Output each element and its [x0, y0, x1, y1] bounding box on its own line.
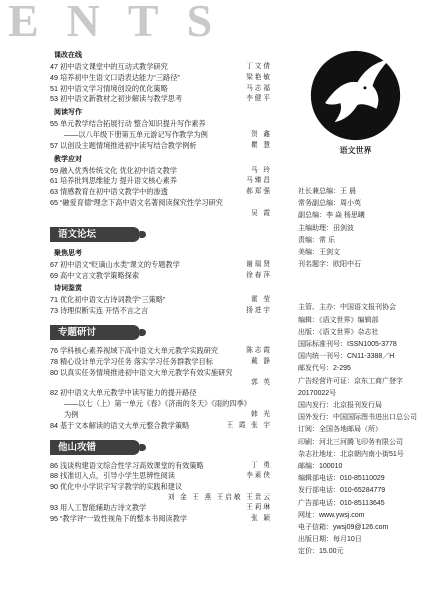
category-banner: 语文论坛 [50, 227, 140, 242]
article-title: 84 基于文本解读的语文大单元整合教学策略 [50, 420, 190, 430]
article-entry [50, 410, 272, 421]
article-author: 马 玲 [251, 166, 272, 174]
info-line: 广告经营许可证：京东工商广登字 [298, 377, 403, 385]
section-heading: 聚焦思考 [54, 249, 82, 257]
article-title: 73 诗理似断实连 开悟不言之言 [50, 306, 149, 316]
article-title: 82 初中语文大单元教学中读写能力的提升路径 [50, 388, 197, 398]
article-title: 76 学科核心素养视域下高中语文大单元教学实践研究 [50, 345, 219, 355]
info-line: 国内统一刊号：CN11-3388／H [298, 353, 395, 361]
article-author: 刘 金 王 燕 王启敏 王贵云 [167, 493, 272, 501]
article-title: 49 培养初中生语文口语表达能力“三路径” [50, 72, 180, 82]
category-banner: 专题研讨 [50, 325, 140, 340]
article-entry [50, 461, 272, 472]
info-line: 广告部电话：010-85113645 [298, 499, 385, 507]
section-heading: 教学应对 [54, 155, 82, 163]
article-author: 扬进宇 [246, 307, 272, 315]
info-line: 网址：www.ywsj.com [298, 511, 365, 519]
article-author: 徐春萍 [246, 271, 272, 279]
info-line: 邮发代号：2-295 [298, 365, 351, 373]
article-entry [50, 166, 272, 177]
article-title: 53 初中语文新教材之初步解读与教学思考 [50, 94, 183, 104]
article-title: 47 初中语文课堂中的互动式教学研究 [50, 62, 168, 71]
section-heading: 阅读写作 [54, 109, 82, 117]
article-entry [50, 503, 272, 514]
article-entry [50, 130, 272, 141]
publication-info [298, 302, 423, 558]
info-line: 国外发行：中国国际图书进出口总公司 [298, 414, 417, 422]
article-title: 57 以创设主题情境推进初中读写结合教学例析 [50, 140, 197, 150]
staff-line: 副总编：李 焱 杨思曦 [298, 212, 365, 220]
article-title: ——以七（上）第一单元《春》《济南的冬天》《雨的四季》 [64, 399, 251, 409]
article-author: 霍 莹 [251, 296, 272, 304]
info-line: 发行部电话：010-65284779 [298, 487, 386, 495]
article-title: ——以八年级下册第五单元游记写作教学为例 [64, 129, 208, 139]
article-author: 贺 鑫 [251, 130, 272, 138]
category-banner: 他山攻错 [50, 440, 140, 455]
article-title: 90 优化中小学识字写字教学的实践和建议 [50, 482, 183, 492]
staff-line: 社长兼总编：王 晨 [298, 188, 356, 195]
info-line: 出版：《语文世界》杂志社 [298, 328, 379, 336]
article-entry [50, 306, 272, 317]
section-heading: 诗词鉴赏 [54, 285, 82, 293]
article-author: 戴 静 [251, 357, 272, 365]
article-author: 王 霞 张 宇 [226, 421, 272, 429]
article-title: 61 培养批判思维能力 提升语文核心素养 [50, 176, 177, 186]
article-entry [50, 357, 272, 368]
staff-line: 刊名题字：欧阳中石 [298, 261, 361, 269]
info-line: 订阅：全国各地邮局（所） [298, 426, 382, 434]
article-entry [50, 198, 272, 209]
info-line: 印刷：河北三河腾飞印务有限公司 [298, 438, 403, 446]
article-entry [50, 176, 272, 187]
article-title: 51 初中语文学习情境创设的优化策略 [50, 83, 168, 93]
article-entry [50, 141, 272, 152]
article-author: 李健平 [246, 95, 272, 103]
article-entry [50, 399, 272, 410]
info-line: 编辑：《语文世界》编辑部 [298, 316, 379, 324]
article-title: 59 融入优秀传统文化 优化初中语文教学 [50, 165, 177, 175]
article-author: 丁 勇 [251, 461, 272, 469]
article-entry [50, 482, 272, 493]
article-author: 陈志霞 [246, 346, 272, 354]
article-title: 78 精心设计单元学习任务 落实学习任务群教学目标 [50, 356, 213, 366]
masthead-panel [298, 48, 423, 559]
article-title: 80 以真实任务情境推进初中语文大单元教学有效实施研究 [50, 367, 233, 377]
article-author: 韩 光 [251, 410, 272, 418]
info-line: 杂志社地址：北京朝内南小街51号 [298, 450, 404, 458]
staff-line: 责编：常 乐 [298, 236, 335, 244]
article-entry [50, 368, 272, 379]
article-entry [50, 187, 272, 198]
article-author: 张 颖 [251, 514, 272, 522]
logo-title: 语文世界 [339, 146, 372, 155]
info-line: 主管、主办：中国语文报刊协会 [298, 304, 396, 312]
info-line: 国际标准刊号：ISSN1005-3778 [298, 341, 397, 349]
info-line: 20170022号 [298, 389, 337, 397]
info-line: 定价：15.00元 [298, 548, 344, 556]
article-entry [50, 421, 272, 432]
article-title: 88 找准切入点，引导小学生思辨性阅读 [50, 471, 175, 481]
article-title: 95 “教学评”一致性视角下的整本书阅读教学 [50, 513, 187, 523]
staff-line: 主编助理：田剑波 [298, 224, 354, 232]
staff-list [298, 186, 423, 271]
info-line: 编辑部电话：010-85110029 [298, 475, 385, 483]
section-heading: 课改在线 [54, 52, 82, 59]
article-entry [50, 94, 272, 105]
article-author: 瞿 慧 [251, 141, 272, 149]
article-author: 郭 英 [251, 379, 272, 387]
article-title: 67 初中语文“贬谪山水类”课文的专题教学 [50, 259, 180, 269]
info-line: 国内发行：北京报刊发行局 [298, 402, 382, 410]
article-title: 63 情感教育在初中语文教学中的渗透 [50, 187, 168, 197]
article-entry [50, 346, 272, 357]
article-author: 谢瑞贤 [246, 260, 272, 268]
article-title: 86 浅谈构建语文综合性学习高效课堂的有效策略 [50, 460, 204, 470]
article-author: 李素侠 [246, 472, 272, 480]
article-entry [50, 271, 272, 282]
article-title: 93 用人工智能辅助古诗文教学 [50, 502, 147, 512]
article-entry [50, 84, 272, 95]
article-title: 55 单元教学结合拓展行动 整合知识提升写作素养 [50, 119, 206, 129]
table-of-contents [50, 48, 272, 525]
article-author: 王莉琳 [246, 503, 272, 511]
article-entry [50, 471, 272, 482]
article-entry [50, 514, 272, 525]
article-entry [50, 62, 272, 73]
article-entry [50, 119, 272, 130]
article-author: 马臻昌 [246, 177, 272, 185]
article-author: 吴 霞 [251, 209, 272, 217]
info-line: 电子信箱：ywsj09@126.com [298, 524, 389, 532]
article-entry [50, 388, 272, 399]
dove-logo-icon [308, 48, 403, 143]
info-line: 邮编：100010 [298, 463, 343, 471]
article-entry [50, 260, 272, 271]
article-entry [50, 73, 272, 84]
header-banner [0, 0, 427, 46]
staff-line: 美编：王剑文 [298, 249, 340, 257]
article-author: 郝郑强 [246, 188, 272, 196]
article-author: 马志福 [246, 84, 272, 92]
article-author: 丁文倩 [246, 63, 272, 70]
article-entry [50, 295, 272, 306]
info-line: 出版日期：每月10日 [298, 536, 362, 544]
article-title: 65 “融爱育德”理念下高中语文名著阅读探究性学习研究 [50, 197, 223, 207]
staff-line: 常务副总编：周小英 [298, 200, 361, 208]
article-title: 71 优化初中语文古诗词教学“三策略” [50, 295, 166, 305]
article-author: 梁艳敏 [246, 73, 272, 81]
article-title: 为例 [64, 409, 79, 419]
banner-text: ENTS [8, 0, 241, 46]
article-title: 69 高中文言文教学策略探索 [50, 270, 140, 280]
